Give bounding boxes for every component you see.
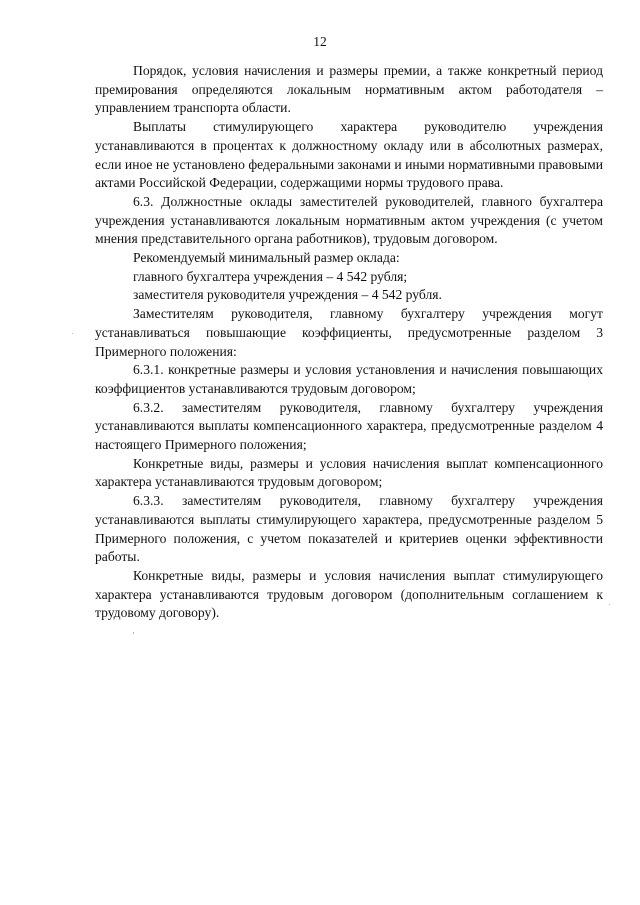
paragraph-6-3-2: 6.3.2. заместителям руководителя, главному бухгалтеру учреждения устанавливаются выплаты компенсационного характера, предусмотренные разделом 4 настоящего Примерного положения; [95,399,603,453]
paragraph-incentive-payments-head: Выплаты стимулирующего характера руководителю учреждения устанавливаются в процентах к должностному окладу или в абсолютных размерах, если иное не установлено федеральными законами и иными нормативными правовыми актами Российской Федерации, содержащими нормы трудового права. [95,119,603,191]
scan-speck [133,632,134,634]
paragraph-6-3-3: 6.3.3. заместителям руководителя, главному бухгалтеру учреждения устанавливаются выплаты стимулирующего характера, предусмотренные разделом 5 Примерного положения, с учетом показателей и критериев оценки эффективности работы. [95,493,603,565]
paragraph-deputy-salary: заместителя руководителя учреждения – 4 542 рубля. [133,287,442,303]
document-body [95,62,603,623]
scan-speck [72,333,73,334]
paragraph-raising-coefficients: Заместителям руководителя, главному бухгалтеру учреждения могут устанавливаться повышающие коэффициенты, предусмотренные разделом 3 Примерного положения: [95,306,603,359]
scan-speck [609,604,610,605]
paragraph-compensation-types: Конкретные виды, размеры и условия начисления выплат компенсационного характера устанавливаются трудовым договором; [95,455,603,490]
paragraph-chief-accountant-salary: главного бухгалтера учреждения – 4 542 рубля; [133,268,408,284]
paragraph-min-salary-heading: Рекомендуемый минимальный размер оклада: [133,250,400,266]
paragraph-6-3-1: 6.3.1. конкретные размеры и условия установления и начисления повышающих коэффициентов устанавливаются трудовым договором; [95,362,603,396]
paragraph-6-3-salaries: 6.3. Должностные оклады заместителей руководителей, главного бухгалтера учреждения устанавливаются локальным нормативным актом учреждения (с учетом мнения представительного органа работников), трудовым договором. [95,193,603,247]
paragraph-bonus-procedure: Порядок, условия начисления и размеры премии, а также конкретный период премирования определяются локальным нормативным актом работодателя – управлением транспорта области. [95,63,603,116]
paragraph-incentive-types: Конкретные виды, размеры и условия начисления выплат стимулирующего характера устанавливаются трудовым договором (дополнительным соглашением к трудовому договору). [95,567,603,621]
page-number: 12 [313,34,327,49]
